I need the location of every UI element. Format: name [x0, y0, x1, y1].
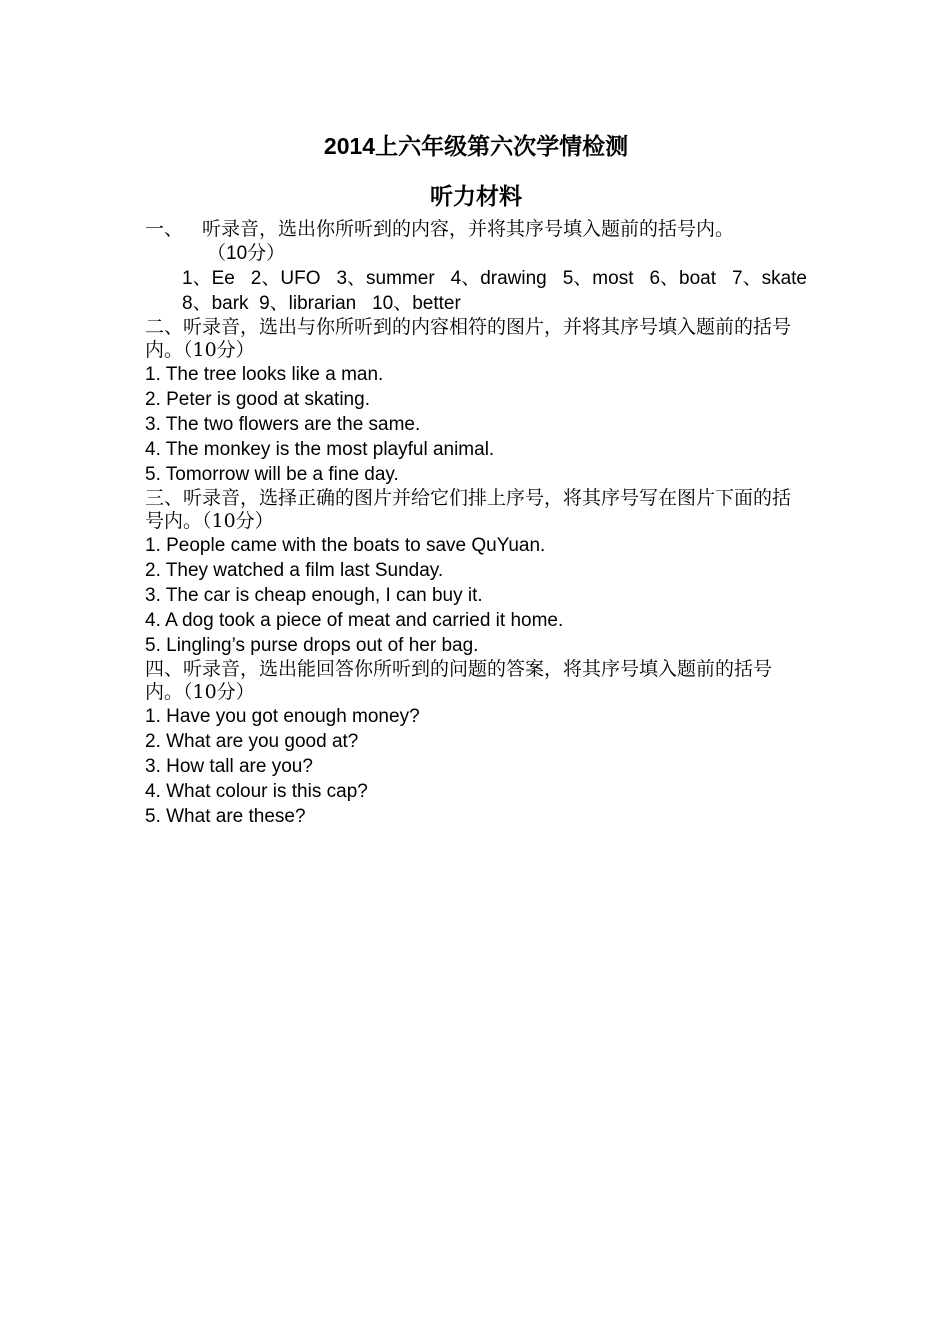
word-item: 2、UFO: [250, 268, 321, 289]
page-subtitle: 听力材料: [430, 183, 522, 209]
section-4: [145, 658, 807, 829]
list-item: 5. What are these?: [145, 806, 306, 827]
document-page: [145, 130, 807, 829]
list-item: 3. How tall are you?: [145, 756, 313, 777]
list-item: 1. Have you got enough money?: [145, 706, 420, 727]
list-item: 1. People came with the boats to save QuYuan.: [145, 535, 546, 556]
list-item: 3. The car is cheap enough, I can buy it.: [145, 585, 483, 606]
section-1: [145, 218, 807, 316]
word-item: 6、boat: [649, 268, 717, 289]
list-item: 4. A dog took a piece of meat and carried it home.: [145, 610, 564, 631]
word-item: 1、Ee: [182, 268, 235, 289]
list-item: 2. What are you good at?: [145, 731, 359, 752]
section-1-heading: [145, 218, 807, 241]
list-item: 2. They watched a film last Sunday.: [145, 560, 444, 581]
word-item: 5、most: [562, 268, 634, 289]
list-item: 3. The two flowers are the same.: [145, 414, 421, 435]
section-1-score: （10分）: [207, 243, 286, 264]
section-1-number: 一、: [145, 218, 184, 240]
list-item: 4. The monkey is the most playful animal.: [145, 439, 495, 460]
list-item: 2. Peter is good at skating.: [145, 389, 370, 410]
section-1-word-row-1: [145, 266, 807, 291]
word-item: 3、summer: [336, 268, 435, 289]
list-item: 4. What colour is this cap?: [145, 781, 368, 802]
page-title: 2014上六年级第六次学情检测: [323, 133, 629, 159]
section-2-instruction: 二、听录音，选出与你所听到的内容相符的图片，并将其序号填入题前的括号内。（10分）: [145, 316, 792, 361]
section-1-instruction: 听录音，选出你所听到的内容，并将其序号填入题前的括号内。: [202, 218, 735, 240]
list-item: 5. Tomorrow will be a fine day.: [145, 464, 399, 485]
list-item: 5. Lingling’s purse drops out of her bag.: [145, 635, 479, 656]
word-item: 7、skate: [732, 268, 807, 289]
section-1-word-row-2: 8、bark 9、librarian 10、better: [182, 293, 461, 314]
section-2: [145, 316, 807, 487]
section-3-instruction: 三、听录音，选择正确的图片并给它们排上序号，将其序号写在图片下面的括号内。（10分）: [145, 487, 792, 532]
section-4-instruction: 四、听录音，选出能回答你所听到的问题的答案，将其序号填入题前的括号内。（10分）: [145, 658, 773, 703]
word-item: 4、drawing: [450, 268, 547, 289]
list-item: 1. The tree looks like a man.: [145, 364, 384, 385]
section-3: [145, 487, 807, 658]
